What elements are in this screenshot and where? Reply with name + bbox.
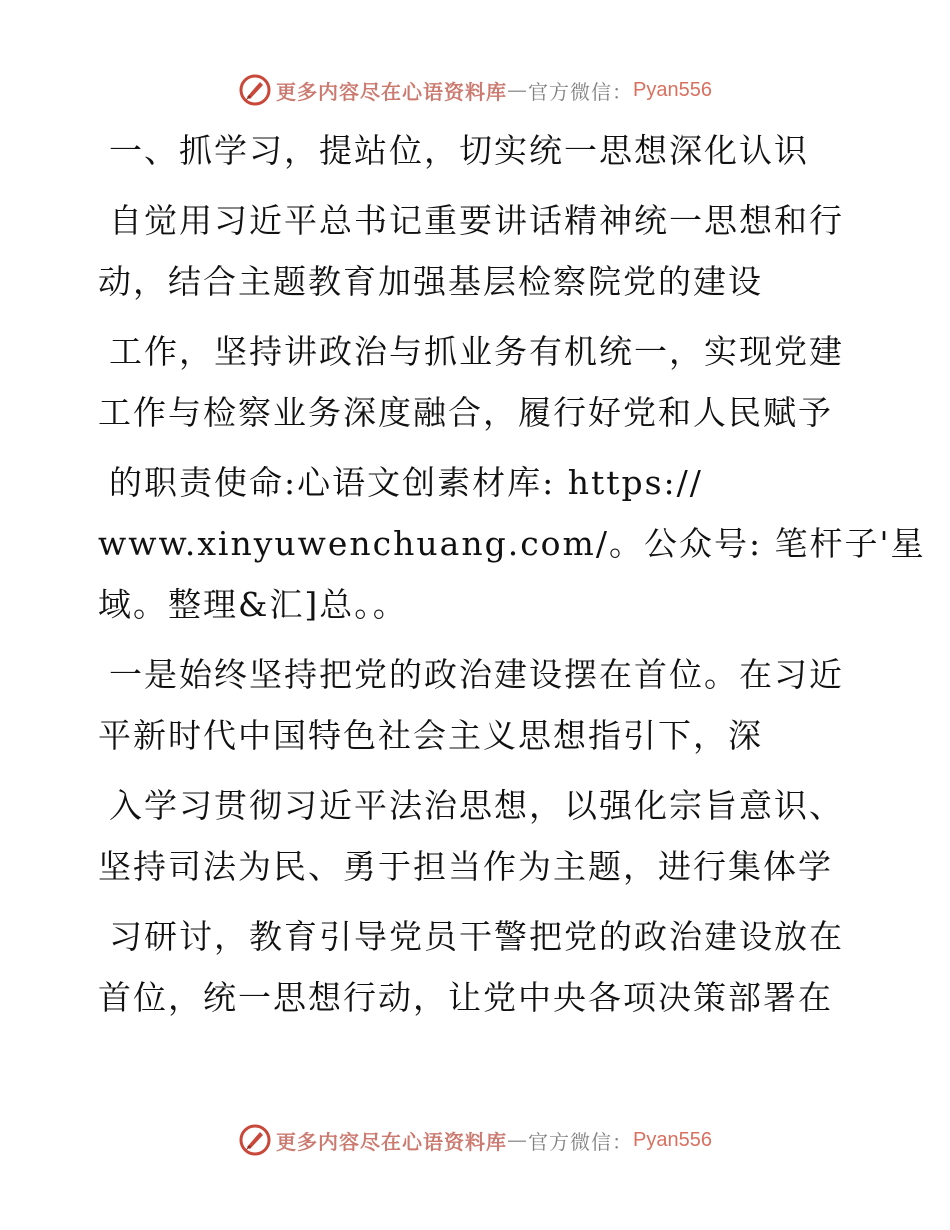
text-line: 坚持司法为民、勇于担当作为主题，进行集体学	[98, 847, 833, 886]
text-line: 工作，坚持讲政治与抓业务有机统一，实现党建	[109, 332, 844, 371]
quill-logo-icon	[238, 73, 272, 107]
paragraph	[98, 190, 844, 312]
header-watermark	[0, 70, 950, 110]
text-line: www.xinyuwenchuang.com/。公众号: 笔杆子'星	[98, 524, 926, 563]
paragraph	[98, 321, 844, 443]
text-line: 工作与检察业务深度融合，履行好党和人民赋予	[98, 393, 833, 432]
section-heading	[98, 120, 838, 181]
document-body	[98, 120, 926, 1037]
text-line: 的职责使命:心语文创素材库: https://	[109, 463, 703, 502]
paragraph	[98, 644, 844, 766]
paragraph	[98, 906, 844, 1028]
footer-watermark	[0, 1120, 950, 1160]
banner-wechat-id: Pyan556	[633, 1128, 712, 1151]
banner-wechat-id: Pyan556	[633, 78, 712, 101]
text-line: 首位，统一思想行动，让党中央各项决策部署在	[98, 978, 833, 1017]
banner-dash: —	[507, 1128, 529, 1152]
text-line: 一是始终坚持把党的政治建设摆在首位。在习近	[109, 655, 844, 694]
banner-text: 更多内容尽在心语资料库	[276, 79, 508, 104]
text-line: 入学习贯彻习近平法治思想，以强化宗旨意识、	[109, 786, 844, 825]
paragraph	[98, 452, 926, 635]
text-line: 动，结合主题教育加强基层检察院党的建设	[98, 262, 763, 301]
text-line: 自觉用习近平总书记重要讲话精神统一思想和行	[109, 201, 844, 240]
heading-line: 一、抓学习，提站位，切实统一思想深化认识	[109, 131, 809, 170]
text-line: 域。整理&汇]总。。	[98, 585, 408, 624]
banner-official-label: 官方微信：	[528, 79, 634, 104]
banner-text: 更多内容尽在心语资料库	[276, 1129, 508, 1154]
banner-official-label: 官方微信：	[528, 1129, 634, 1154]
paragraph	[98, 775, 844, 897]
quill-logo-icon	[238, 1123, 272, 1157]
banner-dash: —	[507, 78, 529, 102]
text-line: 平新时代中国特色社会主义思想指引下，深	[98, 716, 763, 755]
text-line: 习研讨，教育引导党员干警把党的政治建设放在	[109, 917, 844, 956]
